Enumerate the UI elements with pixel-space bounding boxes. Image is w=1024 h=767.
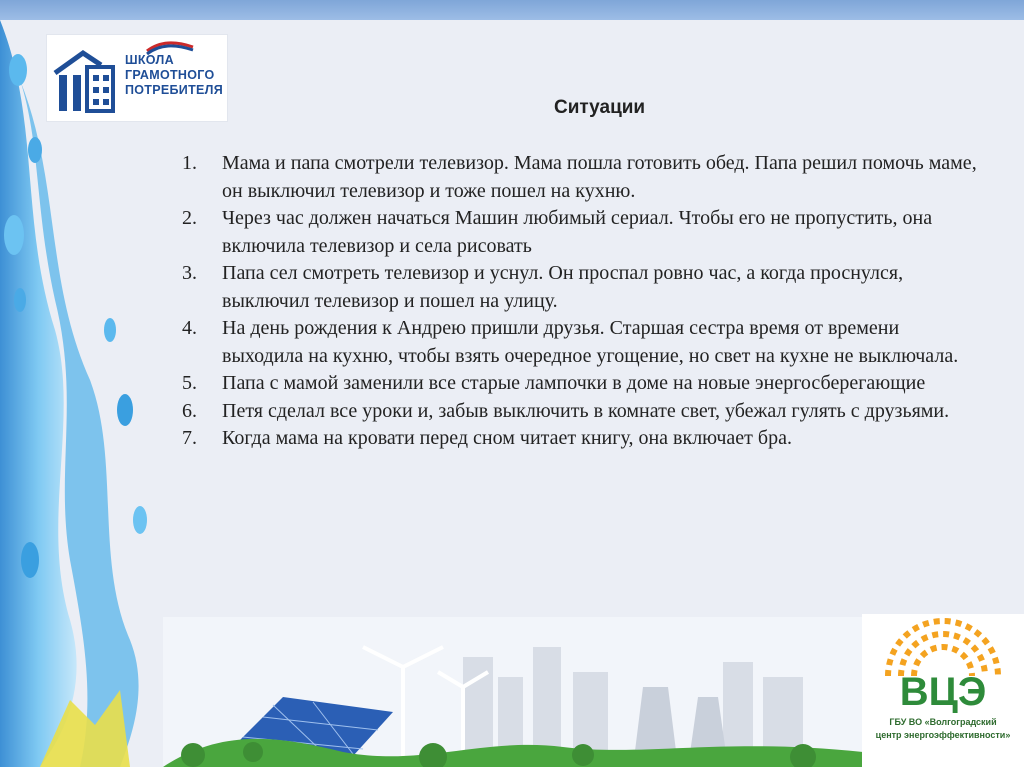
list-item (182, 260, 982, 315)
list-item (182, 315, 982, 370)
item-number: 2. (182, 207, 197, 229)
item-text: Когда мама на кровати перед сном читает книгу, она включает бра. (222, 427, 792, 449)
item-number: 6. (182, 399, 197, 422)
item-number: 3. (182, 262, 197, 284)
logo-line-3: ПОТРЕБИТЕЛЯ (125, 83, 224, 97)
situations-list (182, 150, 982, 453)
item-text: На день рождения к Андрею пришли друзья. Старшая сестра время от времени выходила на кухню, чтобы взять очередное угощение, но свет на кухне не выключала. (222, 317, 959, 367)
item-text: Через час должен начаться Машин любимый сериал. Чтобы его не пропустить, она включила телевизор и села рисовать (222, 207, 933, 257)
item-number: 7. (182, 427, 197, 449)
item-text: Петя сделал все уроки и, забыв выключить в комнате свет, убежал гулять с друзьями. (222, 399, 950, 422)
logo-line-2: ГРАМОТНОГО (125, 68, 215, 82)
item-text: Мама и папа смотрели телевизор. Мама пошла готовить обед. Папа решил помочь маме, он выключил телевизор и тоже пошел на кухню. (222, 152, 977, 202)
logo-text (125, 53, 223, 98)
logo-line-1: ШКОЛА (125, 53, 174, 67)
vce-subtitle-2: центр энергоэффективности» (875, 730, 1011, 740)
item-text: Папа сел смотреть телевизор и уснул. Он проспал ровно час, а когда проснулся, выключил телевизор и пошел на улицу. (222, 262, 904, 312)
vce-subtitle-1: ГБУ ВО «Волгоградский (889, 717, 997, 727)
list-item (182, 370, 982, 398)
list-item (182, 205, 982, 260)
sun-icon (873, 616, 1013, 676)
list-item (182, 398, 982, 426)
list-item (182, 150, 982, 205)
building-icon (51, 43, 123, 115)
energy-landscape-image (163, 617, 863, 767)
item-number: 1. (182, 152, 197, 174)
vce-name: ВЦЭ (899, 670, 987, 714)
list-item (182, 425, 982, 453)
item-number: 5. (182, 372, 197, 394)
vce-logo (862, 614, 1024, 767)
item-text: Папа с мамой заменили все старые лампочки в доме на новые энергосберегающие (222, 372, 926, 394)
item-number: 4. (182, 317, 197, 339)
page-title: Ситуации (554, 97, 646, 118)
school-consumer-logo (46, 34, 228, 122)
